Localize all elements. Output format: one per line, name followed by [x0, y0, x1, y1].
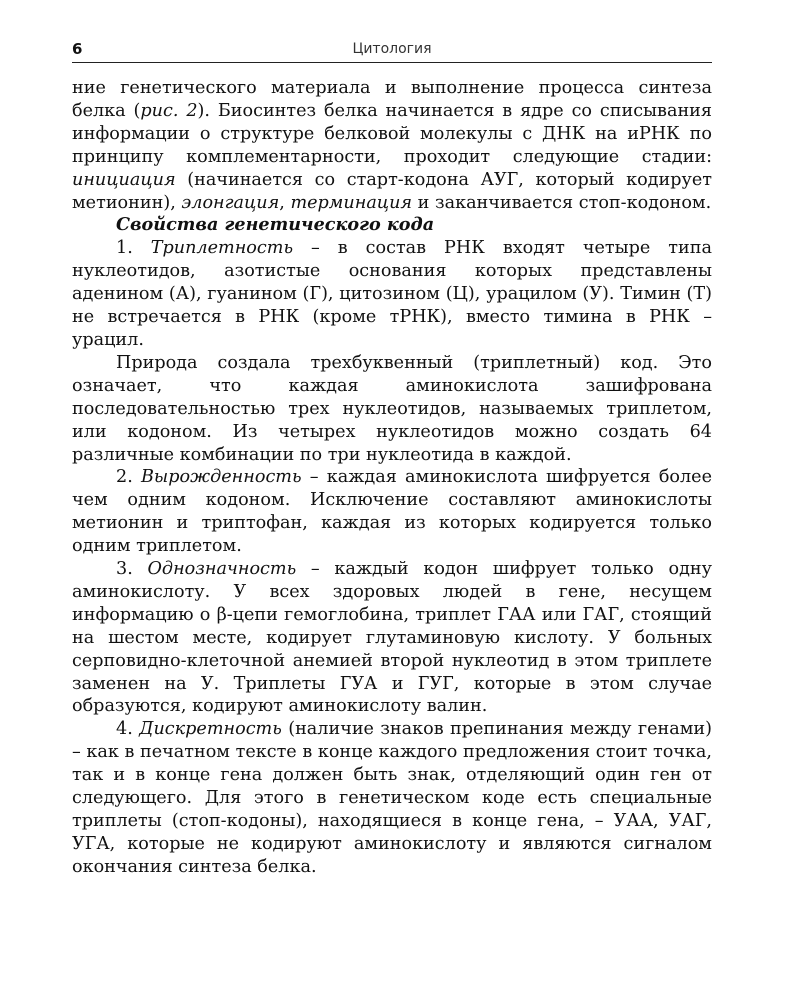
paragraph-triplet-code: Природа создала трехбуквенный (триплетный) код. Это означает, что каждая аминокислота зашифрована последовательностью трех нуклеотидов, называемых триплетом, или кодоном. Из четырех нуклеотидов можно создать 64 различные комбинации по три нуклеотида в каждой.	[72, 352, 712, 465]
term-discreteness: Дискретность	[139, 719, 282, 740]
term-triplet: Триплетность	[150, 238, 294, 259]
body-text	[72, 77, 712, 879]
list-number: 1.	[116, 238, 151, 259]
term-initiation: инициация	[72, 169, 176, 190]
paragraph-discreteness	[72, 718, 712, 878]
page-number: 6	[72, 40, 83, 58]
text-span: ). Биосинтез белка начинается в ядре со списывания информации о структуре белковой молекулы с ДНК на иРНК по принципу комплементарности, проходит следующие стадии:	[72, 100, 712, 167]
paragraph-triplet	[72, 237, 712, 352]
list-number: 2.	[116, 467, 141, 488]
paragraph-degeneracy	[72, 466, 712, 558]
figure-reference: рис. 2	[140, 100, 198, 121]
text-span: – каждая аминокислота шифруется более чем одним кодоном. Исключение составляют аминокислоты метионин и триптофан, каждая из которых кодируется только одним триплетом.	[72, 467, 712, 557]
subheading: Свойства генетического кода	[116, 214, 435, 236]
paragraph-protein-synthesis	[72, 77, 712, 214]
running-header	[72, 38, 712, 63]
book-page	[72, 38, 712, 879]
text-span: (начинается со старт-кодона АУГ, который кодирует метионин),	[72, 169, 712, 213]
section-title: Цитология	[352, 41, 432, 57]
text-span: ние генетического материала и выполнение процесса синтеза белка (	[72, 78, 712, 121]
term-elongation: элонгация	[181, 192, 280, 213]
text-span: ,	[279, 192, 291, 213]
text-span: – в состав РНК входят четыре типа нуклеотидов, азотистые основания которых представлены аденином (А), гуанином (Г), цитозином (Ц), урацилом (У). Тимин (Т) не встречается в РНК (кроме тРНК), вместо тимина в РНК – урацил.	[72, 238, 712, 350]
term-degeneracy: Вырожденность	[141, 467, 302, 488]
paragraph-specificity	[72, 558, 712, 718]
list-number: 3.	[116, 559, 148, 580]
text-span: (наличие знаков препинания между генами) – как в печатном тексте в конце каждого предложения стоит точка, так и в конце гена должен быть знак, отделяющий один ген от следующего. Для этого в генетическом коде есть специальные триплеты (стоп-кодоны), находящиеся в конце гена, – УАА, УАГ, УГА, которые не кодируют аминокислоту и являются сигналом окончания синтеза белка.	[72, 719, 712, 877]
term-termination: терминация	[290, 192, 413, 213]
text-span: и заканчивается стоп-кодоном.	[412, 192, 712, 213]
text-span: – каждый кодон шифрует только одну аминокислоту. У всех здоровых людей в гене, несущем информацию о β-цепи гемоглобина, триплет ГАА или ГАГ, стоящий на шестом месте, кодирует глутаминовую кислоту. У больных серповидно-клеточной анемией второй нуклеотид в этом триплете заменен на У. Триплеты ГУА и ГУГ, которые в этом случае образуются, кодируют аминокислоту валин.	[72, 559, 712, 717]
list-number: 4.	[116, 719, 140, 740]
term-specificity: Однозначность	[147, 559, 297, 580]
